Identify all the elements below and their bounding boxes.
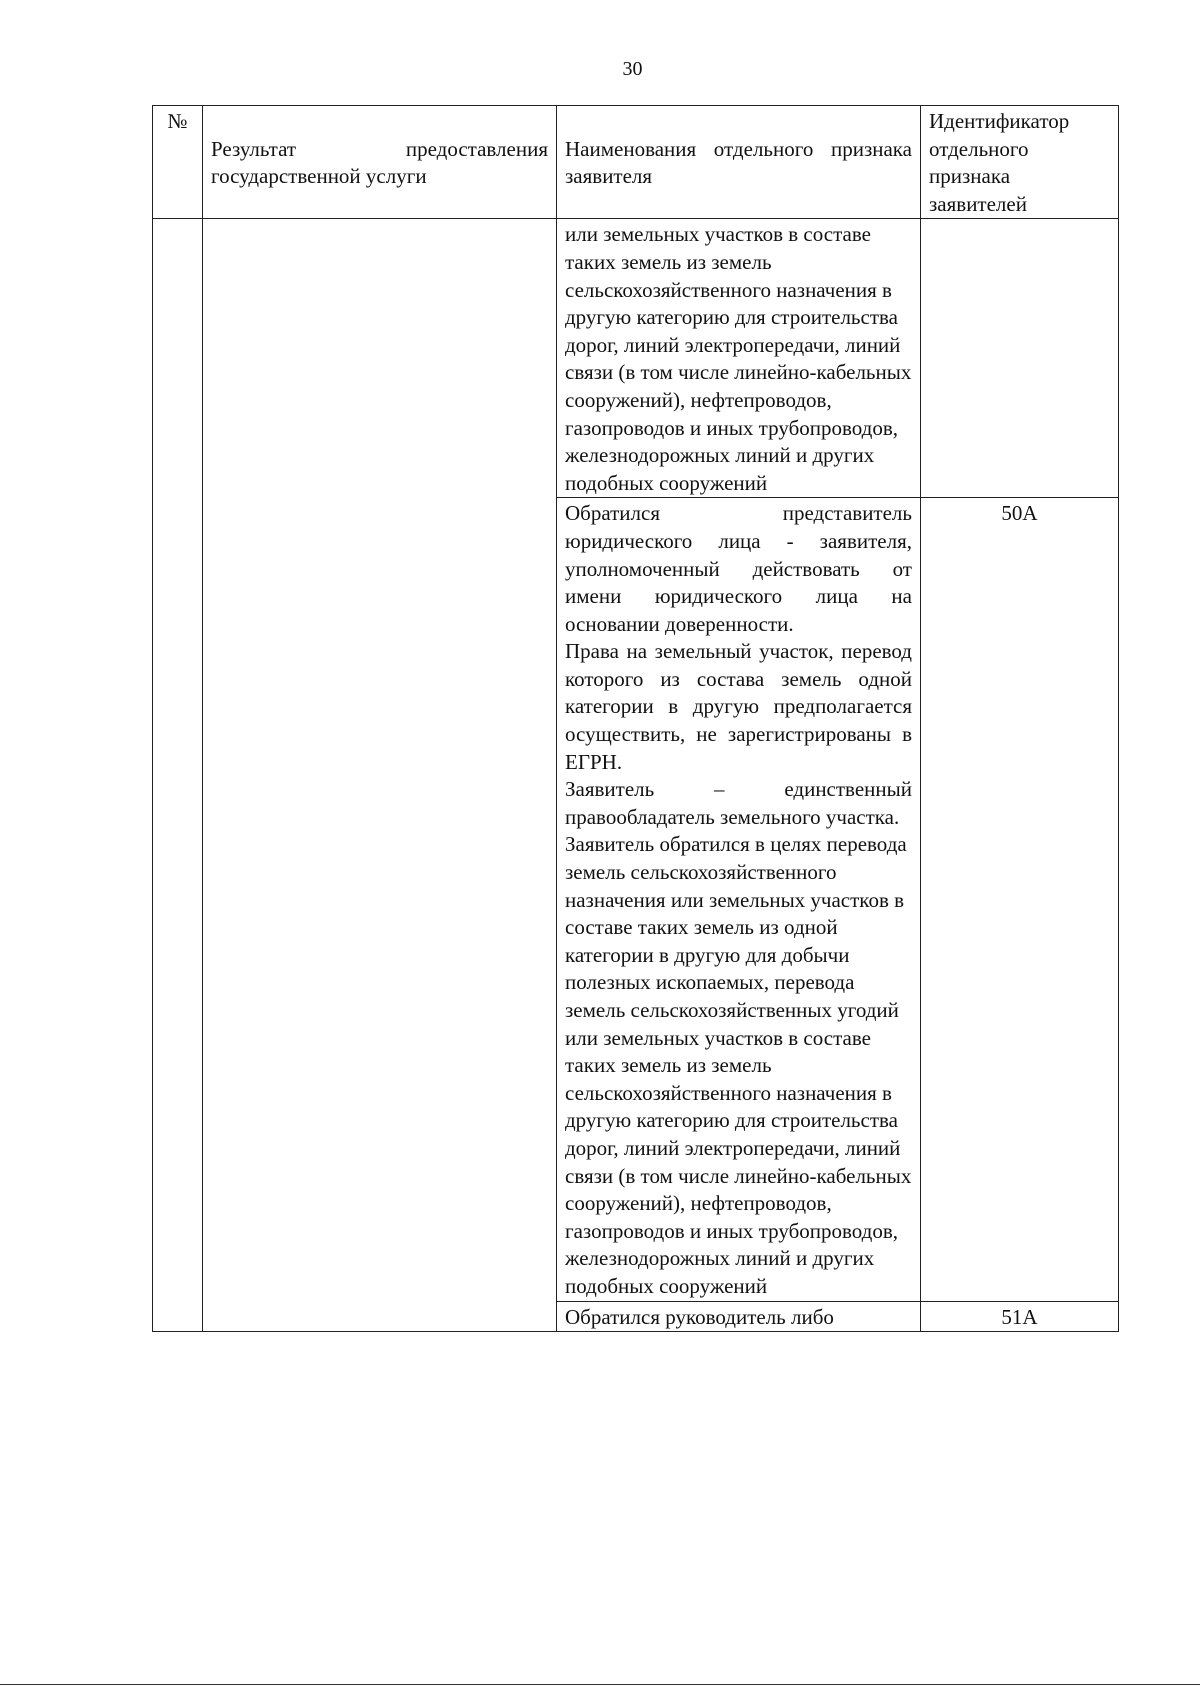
feature-id-cell: 50А bbox=[921, 498, 1119, 1301]
table-row bbox=[153, 219, 1119, 498]
header-number: № bbox=[153, 106, 203, 219]
feature-name-cell: Обратился руководитель либо bbox=[557, 1301, 921, 1332]
feature-name-cell bbox=[557, 498, 921, 1301]
feature-name-cell: или земельных участков в составе таких земель из земель сельскохозяйственного назначения в другую категорию для строительства дорог, линий электропередачи, линий связи (в том числе линейно-кабельных сооружений), нефтепроводов, газопроводов и иных трубопроводов, железнодорожных линий и других подобных сооружений bbox=[557, 219, 921, 498]
header-feature-id: Идентификатор отдельного признака заявителей bbox=[921, 106, 1119, 219]
feature-paragraph: Права на земельный участок, перевод которого из состава земель одной категории в другую предполагается осуществить, не зарегистрированы в ЕГРН. bbox=[565, 639, 912, 774]
feature-id-cell: 51А bbox=[921, 1301, 1119, 1332]
feature-id-cell bbox=[921, 219, 1119, 498]
result-cell bbox=[203, 219, 557, 1332]
table-header-row bbox=[153, 106, 1119, 219]
bottom-rule bbox=[0, 1684, 1200, 1685]
page-number: 30 bbox=[622, 58, 643, 80]
feature-paragraph: Заявитель обратился в целях перевода земель сельскохозяйственного назначения или земельных участков в составе таких земель из одной категории в другую для добычи полезных ископаемых, перевода земель сельскохозяйственных угодий или земельных участков в составе таких земель из земель сельскохозяйственного назначения в другую категорию для строительства дорог, линий электропередачи, линий связи (в том числе линейно-кабельных сооружений), нефтепроводов, газопроводов и иных трубопроводов, железнодорожных линий и других подобных сооружений bbox=[565, 832, 912, 1298]
header-result: Результат предоставления государственной услуги bbox=[203, 106, 557, 219]
header-feature-name: Наименования отдельного признака заявителя bbox=[557, 106, 921, 219]
applicant-features-table bbox=[152, 105, 1119, 1332]
number-cell bbox=[153, 219, 203, 1332]
feature-paragraph: Заявитель – единственный правообладатель земельного участка. bbox=[565, 777, 912, 829]
feature-paragraph: Обратился представитель юридического лица - заявителя, уполномоченный действовать от имени юридического лица на основании доверенности. bbox=[565, 501, 912, 636]
